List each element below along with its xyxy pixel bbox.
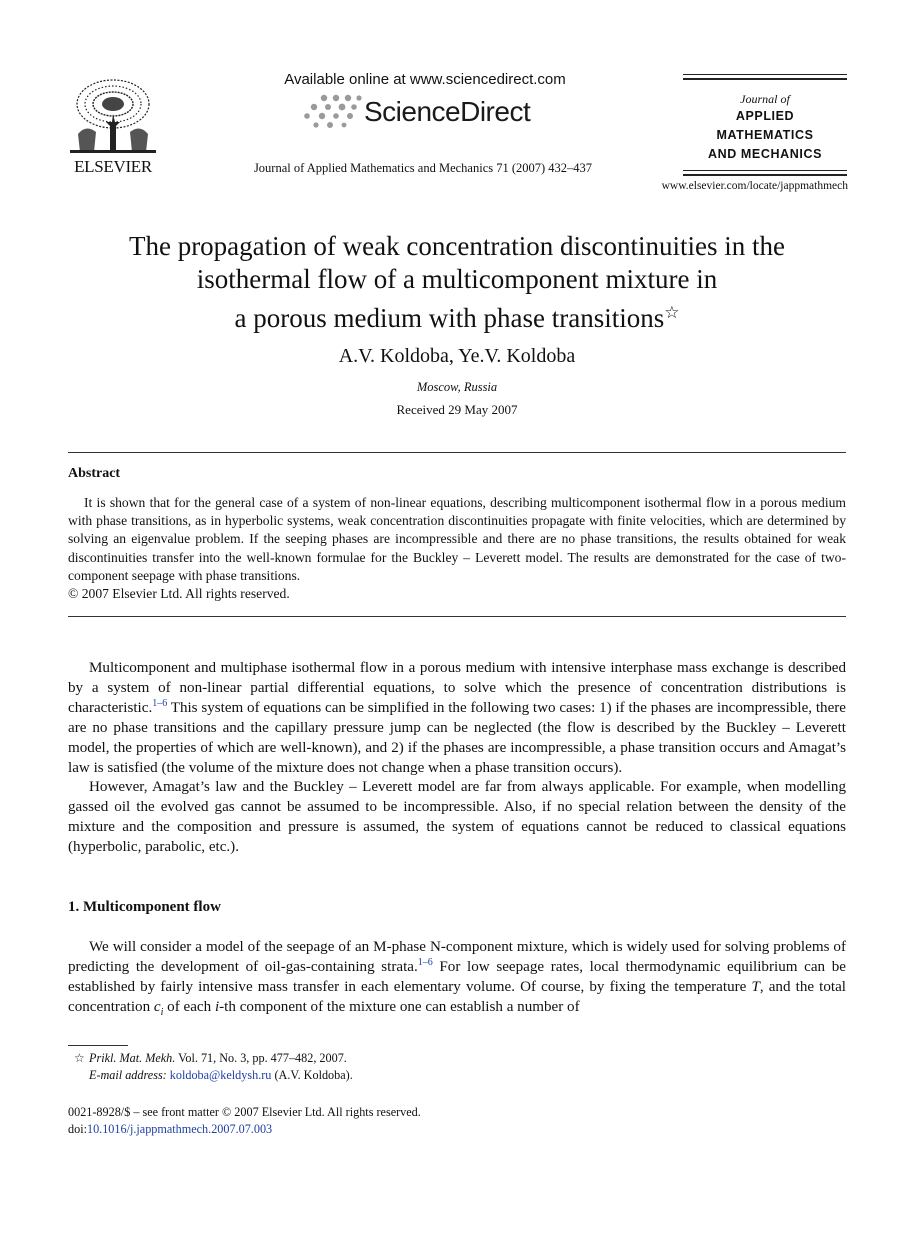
paragraph-3: We will consider a model of the seepage of an M-phase N-component mixture, which is widely used for solving problems of predicting the development of oil-gas-containing strata.$^{1-6}$ For low seepage rates, local thermodynamic equilibrium can be established by fairly intensive mass transfer in each elementary volume. Of course, by fixing the temperature T, and the total concentration $c_i$ of each i-th component of the mixture one can establish a number of [68, 939, 846, 1018]
citation-link[interactable]: 1–6 [417, 956, 433, 968]
title-line-1: The propagation of weak concentration discontinuities in the [128, 231, 786, 261]
doi-link[interactable]: 10.1016/j.jappmathmech.2007.07.003 [86, 1122, 273, 1136]
elsevier-wordmark: ELSEVIER [74, 157, 152, 176]
received-date: Received 29 May 2007 [396, 402, 518, 417]
footnote-mark: ☆ [74, 1051, 85, 1065]
divider [68, 452, 846, 453]
title-line-2: isothermal flow of a multicomponent mixture in [196, 264, 718, 294]
var-c: c [153, 998, 161, 1015]
authors: A.V. Koldoba, Ye.V. Koldoba [338, 345, 576, 367]
divider [683, 74, 847, 75]
divider [683, 170, 847, 171]
sciencedirect-logo[interactable] [302, 92, 542, 134]
intro-text [68, 659, 846, 858]
journal-name-line-2: MATHEMATICS [716, 128, 814, 142]
citation-link[interactable]: 1–6 [152, 697, 168, 709]
journal-title-box [683, 74, 847, 176]
title-line-3: a porous medium with phase transitions [234, 303, 665, 333]
sciencedirect-dots-icon [302, 92, 362, 134]
footnote-source: ☆ Prikl. Mat. Mekh. Vol. 71, No. 3, pp. 477–482, 2007. [74, 1051, 347, 1065]
available-online-text: Available online at www.sciencedirect.com [284, 71, 566, 88]
email-link[interactable]: koldoba@keldysh.ru [169, 1068, 272, 1082]
sciencedirect-wordmark: ScienceDirect [364, 96, 531, 127]
journal-url-link[interactable]: www.elsevier.com/locate/jappmathmech [661, 180, 848, 192]
footnote-email: E-mail address: koldoba@keldysh.ru (A.V. Koldoba). [89, 1068, 353, 1082]
divider [683, 174, 847, 176]
var-T: T [751, 978, 760, 995]
divider [683, 78, 847, 80]
source-journal: Prikl. Mat. Mekh. [89, 1051, 176, 1065]
paragraph-1: Multicomponent and multiphase isothermal flow in a porous medium with intensive interphase mass exchange is described by a system of non-linear partial differential equations, to solve which the presence of concentration distributions is characteristic.$^{1-6}$ This system of equations can be simplified in the following two cases: 1) if the phases are incompressible, there are no phase transitions and the capillary pressure jump can be neglected (the flow is described by the Buckley – Leverett model, the properties of which are well-known), and 2) if the phases are incompressible, a phase transition occurs and Amagat’s law is satisfied (the volume of the mixture does not change when a phase transition occurs). [68, 660, 846, 776]
elsevier-logo [66, 74, 160, 176]
title-footnote-mark[interactable]: ☆ [664, 303, 680, 322]
footnote-divider [68, 1045, 128, 1046]
issn-line: 0021-8928/$ – see front matter © 2007 Elsevier Ltd. All rights reserved. [68, 1105, 421, 1119]
paragraph-2: However, Amagat’s law and the Buckley – Leverett model are far from always applicable. For example, when modelling gassed oil the evolved gas cannot be assumed to be incompressible. Also, if no special relation between the density of the mixture and the composition and pressure is assumed, the system of equations cannot be reduced to classical equations (hyperbolic, parabolic, etc.). [68, 779, 846, 856]
divider [68, 616, 846, 617]
abstract-copyright: © 2007 Elsevier Ltd. All rights reserved. [68, 586, 290, 601]
section-1-text [68, 938, 846, 1023]
journal-name-line-3: AND MECHANICS [707, 147, 823, 161]
abstract-paragraph: It is shown that for the general case of a system of non-linear equations, describing multicomponent isothermal flow in a porous medium with phase transitions, as in hyperbolic systems, weak concentration discontinuities propagate with finite velocities, which are determined by solving an eigenvalue problem. If the seeping phases are incompressible and there are no phase transitions, the results obtained for weak discontinuities transfer into the well-known formulae for the Buckley – Leverett model. The results are demonstrated for the case of two-component seepage with phase transitions. [68, 495, 846, 583]
elsevier-tree-icon [66, 74, 160, 176]
journal-reference: Journal of Applied Mathematics and Mechanics 71 (2007) 432–437 [253, 161, 593, 175]
front-matter: 0021-8928/$ – see front matter © 2007 Elsevier Ltd. All rights reserved. doi:10.1016/j.jappmathmech.2007.07.003 [68, 1104, 568, 1138]
journal-of-label: Journal of [740, 92, 790, 106]
abstract-body [68, 494, 846, 585]
var-i: i [214, 998, 220, 1015]
abstract-heading: Abstract [68, 466, 121, 481]
journal-name-line-1: APPLIED [735, 109, 795, 123]
article-title [90, 230, 824, 335]
affiliation: Moscow, Russia [416, 380, 498, 394]
email-label: E-mail address: [89, 1068, 167, 1082]
section-heading: 1. Multicomponent flow [68, 899, 221, 915]
